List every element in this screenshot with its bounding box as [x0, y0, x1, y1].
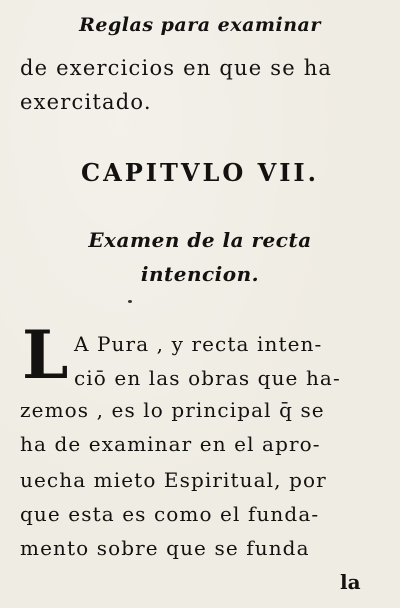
drop-cap: L — [22, 316, 69, 394]
body-line: ciō en las obras que ha- — [74, 366, 341, 390]
body-line: zemos , es lo principal q̄ se — [20, 398, 325, 422]
ink-speck — [128, 300, 132, 303]
body-line: A Pura , y recta inten- — [74, 332, 323, 356]
continuation-line: exercitado. — [20, 90, 152, 114]
body-line: ha de examinar en el apro- — [20, 432, 321, 456]
body-line: uecha mieto Espiritual, por — [20, 468, 327, 492]
body-line: mento sobre que se funda — [20, 536, 310, 560]
running-head: Reglas para examinar — [79, 14, 321, 36]
body-line: que esta es como el funda- — [20, 502, 320, 526]
catchword: la — [340, 570, 361, 594]
section-title-line: Examen de la recta — [88, 228, 312, 252]
chapter-title: CAPITVLO VII. — [80, 158, 320, 187]
section-title-line: intencion. — [140, 262, 260, 286]
continuation-line: de exercicios en que se ha — [20, 56, 333, 80]
